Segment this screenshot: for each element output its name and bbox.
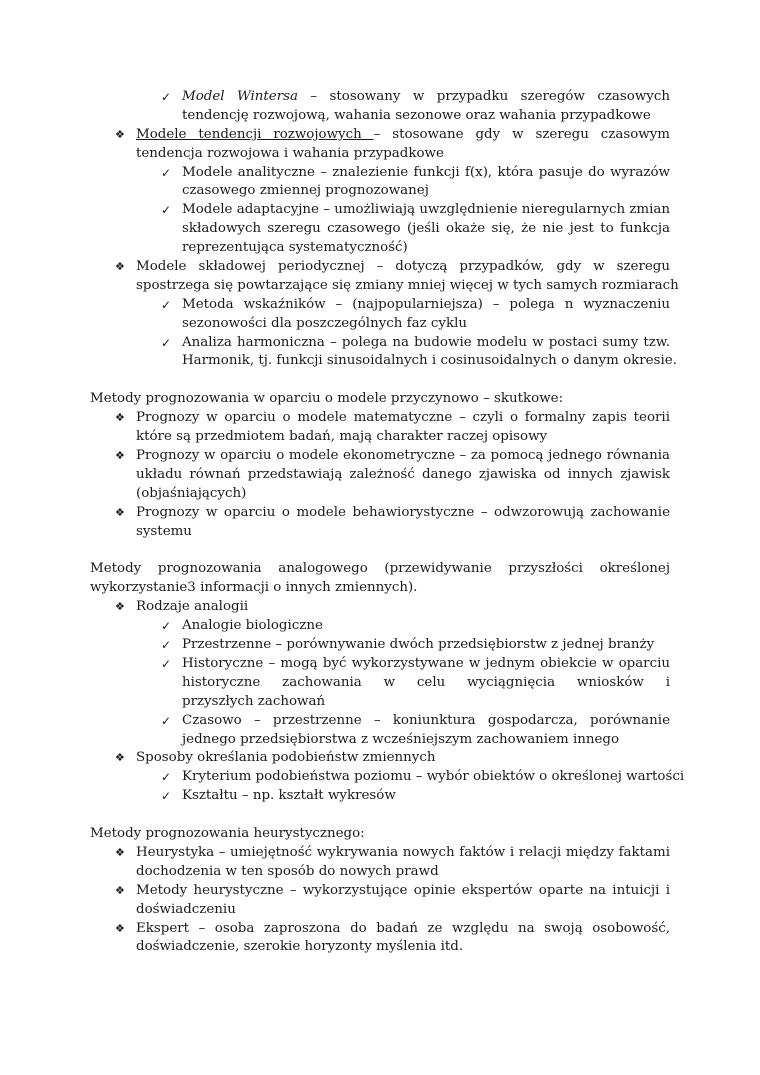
section-heading: Metody prognozowania heurystycznego:	[90, 826, 365, 842]
list-item: ✓ Modele analityczne – znalezienie funkcji f(x), która pasuje do wyrazów	[0, 164, 760, 183]
list-item: ❖ Prognozy w oparciu o modele matematyczne – czyli o formalny zapis teorii	[0, 409, 760, 428]
list-item: ✓ Kształtu – np. kształt wykresów	[0, 787, 760, 806]
list-item: ✓ Czasowo – przestrzenne – koniunktura gospodarcza, porównanie	[0, 712, 760, 731]
list-item-continuation: spostrzega się powtarzające się zmiany mniej więcej w tych samych rozmiarach	[136, 277, 679, 293]
list-item-continuation: sezonowości dla poszczególnych faz cyklu	[182, 315, 467, 331]
list-item: ❖ Modele tendencji rozwojowych – stosowane gdy w szeregu czasowym	[0, 126, 760, 145]
list-item-continuation: tendencję rozwojową, wahania sezonowe oraz wahania przypadkowe	[182, 107, 651, 123]
model-name: Model Wintersa	[182, 89, 298, 104]
list-item: ✓ Metoda wskaźników – (najpopularniejsza) – polega n wyznaczeniu	[0, 296, 760, 315]
list-item-continuation: dochodzenia w ten sposób do nowych prawd	[136, 863, 439, 879]
list-item-continuation: historyczne zachowania w celu wyciągnięcia wniosków i	[182, 674, 670, 690]
list-item-continuation: układu równań przedstawiają zależność danego zjawiska od innych zjawisk	[136, 466, 670, 482]
list-item: ❖ Heurystyka – umiejętność wykrywania nowych faktów i relacji między faktami	[0, 844, 760, 863]
checkmark-icon: ✓	[161, 165, 172, 180]
list-item: ❖ Prognozy w oparciu o modele ekonometryczne – za pomocą jednego równania	[0, 447, 760, 466]
checkmark-icon: ✓	[161, 713, 172, 728]
checkmark-icon: ✓	[161, 335, 172, 350]
diamond-bullet-icon: ❖	[115, 883, 125, 897]
list-item-continuation: jednego przedsiębiorstwa z wcześniejszym zachowaniem innego	[182, 731, 620, 747]
document-body	[0, 88, 760, 957]
diamond-bullet-icon: ❖	[115, 845, 125, 859]
list-item: ✓ Analogie biologiczne	[0, 617, 760, 636]
list-item-continuation: reprezentująca systematyczność)	[182, 240, 408, 256]
diamond-bullet-icon: ❖	[115, 600, 125, 614]
diamond-bullet-icon: ❖	[115, 921, 125, 935]
list-item: ✓ Przestrzenne – porównywanie dwóch przedsiębiorstw z jednej branży	[0, 636, 760, 655]
list-item: ✓ Model Wintersa – stosowany w przypadku szeregów czasowych	[0, 88, 760, 107]
list-item: ✓ Kryterium podobieństwa poziomu – wybór obiektów o określonej wartości	[0, 768, 760, 787]
diamond-bullet-icon: ❖	[115, 751, 125, 765]
checkmark-icon: ✓	[161, 619, 172, 634]
list-item-continuation: Harmonik, tj. funkcji sinusoidalnych i cosinusoidalnych o danym okresie.	[182, 353, 677, 369]
list-item-continuation: które są przedmiotem badań, mają charakter raczej opisowy	[136, 429, 548, 445]
list-item-continuation: doświadczenie, szerokie horyzonty myślenia itd.	[136, 939, 464, 955]
list-item-continuation: systemu	[136, 523, 192, 539]
checkmark-icon: ✓	[161, 638, 172, 653]
list-item: ✓ Modele adaptacyjne – umożliwiają uwzględnienie nieregularnych zmian	[0, 201, 760, 220]
section-heading: Metody prognozowania analogowego (przewidywanie przyszłości określonej	[90, 561, 670, 577]
list-item: ❖ Ekspert – osoba zaproszona do badań ze względu na swoją osobowość,	[0, 920, 760, 939]
checkmark-icon: ✓	[161, 789, 172, 804]
list-item-continuation: doświadczeniu	[136, 901, 236, 917]
list-item: ❖ Prognozy w oparciu o modele behawiorystyczne – odwzorowują zachowanie	[0, 504, 760, 523]
section-heading-continuation: wykorzystanie3 informacji o innych zmiennych).	[90, 580, 418, 596]
checkmark-icon: ✓	[161, 90, 172, 104]
list-item-continuation: tendencja rozwojowa i wahania przypadkowe	[136, 145, 444, 161]
list-item-continuation: czasowego zmiennej prognozowanej	[182, 183, 429, 199]
diamond-bullet-icon: ❖	[115, 127, 125, 141]
diamond-bullet-icon: ❖	[115, 260, 125, 274]
diamond-bullet-icon: ❖	[115, 505, 125, 519]
section-heading: Metody prognozowania w oparciu o modele przyczynowo – skutkowe:	[90, 391, 564, 407]
list-item: ❖ Metody heurystyczne – wykorzystujące opinie ekspertów oparte na intuicji i	[0, 882, 760, 901]
list-item: ❖ Rodzaje analogii	[0, 598, 760, 617]
list-item-continuation: (objaśniających)	[136, 485, 247, 501]
list-item: ✓ Historyczne – mogą być wykorzystywane w jednym obiekcie w oparciu	[0, 655, 760, 674]
diamond-bullet-icon: ❖	[115, 411, 125, 425]
list-item-continuation: składowych szeregu czasowego (jeśli okaże się, że nie jest to funkcja	[182, 221, 670, 237]
list-item: ✓ Analiza harmoniczna – polega na budowie modelu w postaci sumy tzw.	[0, 334, 760, 353]
list-item: ❖ Sposoby określania podobieństw zmiennych	[0, 749, 760, 768]
underlined-term: Modele tendencji rozwojowych	[136, 126, 374, 142]
diamond-bullet-icon: ❖	[115, 449, 125, 463]
list-item: ❖ Modele składowej periodycznej – dotyczą przypadków, gdy w szeregu	[0, 258, 760, 277]
checkmark-icon: ✓	[161, 770, 172, 785]
list-item-continuation: przyszłych zachowań	[182, 693, 326, 709]
checkmark-icon: ✓	[161, 656, 172, 671]
checkmark-icon: ✓	[161, 297, 172, 312]
checkmark-icon: ✓	[161, 203, 172, 218]
